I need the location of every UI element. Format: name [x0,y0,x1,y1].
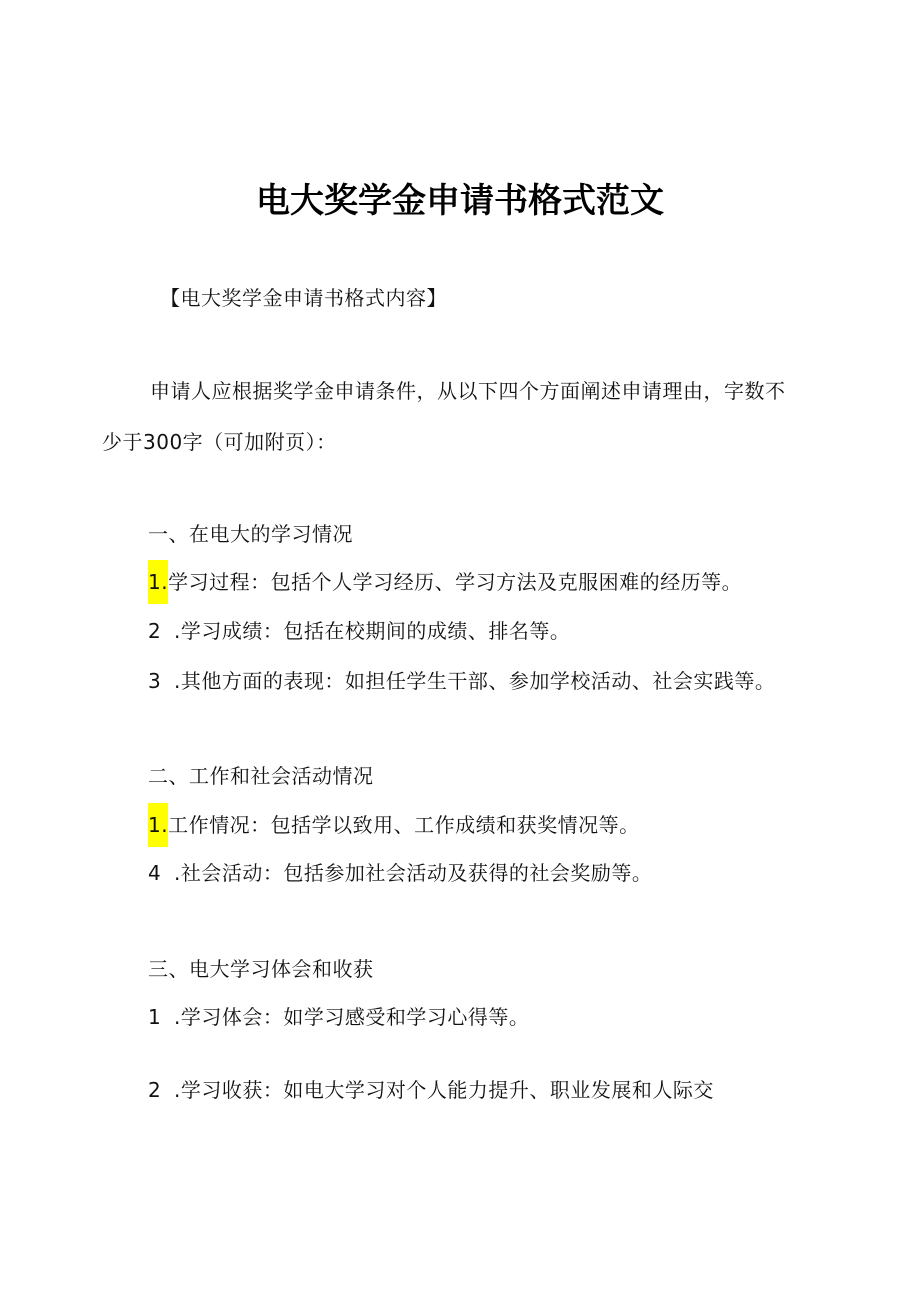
item-text: .学习成绩：包括在校期间的成绩、排名等。 [174,619,571,643]
section-1-heading: 一、在电大的学习情况 [148,522,353,546]
item-number: 3 [148,669,162,693]
item-number: 4 [148,861,162,885]
section-1-item-2 [148,617,570,645]
item-text: .学习体会：如学习感受和学习心得等。 [174,1005,530,1029]
item-number: 2 [148,1078,162,1102]
item-text: .其他方面的表现：如担任学生干部、参加学校活动、社会实践等。 [174,669,776,693]
intro-line-1: 申请人应根据奖学金申请条件，从以下四个方面阐述申请理由，字数不 [150,379,786,403]
section-3-item-2 [148,1076,714,1104]
item-number: 1 [148,1005,162,1029]
item-number-highlighted: 1. [148,803,168,847]
item-number: 2 [148,619,162,643]
item-text: 学习过程：包括个人学习经历、学习方法及克服困难的经历等。 [168,570,743,594]
section-1-item-3 [148,667,775,695]
section-3-heading: 三、电大学习体会和收获 [148,957,374,981]
item-text: .学习收获：如电大学习对个人能力提升、职业发展和人际交 [174,1078,714,1102]
section-3-item-1 [148,1003,529,1031]
section-1-item-1 [148,568,742,596]
document-subtitle: 【电大奖学金申请书格式内容】 [160,286,447,310]
section-2-heading: 二、工作和社会活动情况 [148,764,374,788]
item-number-highlighted: 1. [148,560,168,604]
section-2-item-1 [148,811,640,839]
intro-line-2: 少于300字（可加附页）： [102,430,337,454]
document-title: 电大奖学金申请书格式范文 [256,181,664,221]
item-text: .社会活动：包括参加社会活动及获得的社会奖励等。 [174,861,653,885]
item-text: 工作情况：包括学以致用、工作成绩和获奖情况等。 [168,813,640,837]
section-2-item-2 [148,859,652,887]
